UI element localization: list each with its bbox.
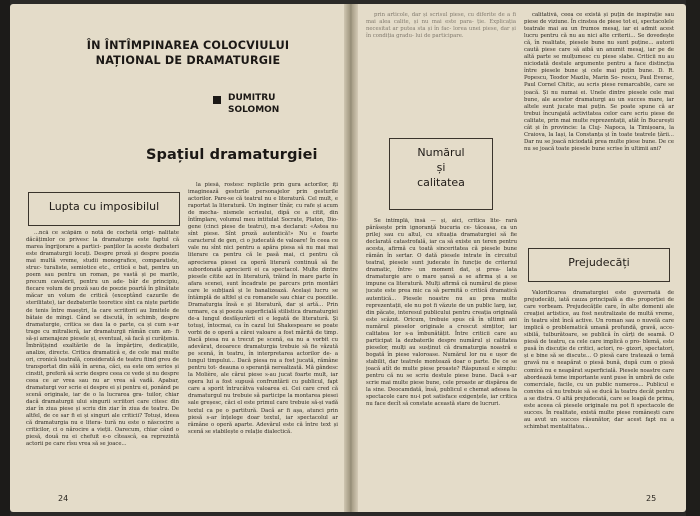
section-title-numarul-line2: și <box>436 161 446 174</box>
center-column-paragraph: la piesă, rostesc replicile prin gura actorilor, iți imaginează gesturile personajelor prin gesturile actorilor. Pare-se că teatrul nu e literatură. Cel mult, e raportat la literatură. Un inginer tînăr, cu rafe și acum de mecha- nismele scrisului, dipă ce a citit, din întîmplare, volumul meu intitulat Socrate, Platon, Dio- gene (cinci piese de teatru), m-a declarat: «Astea nu sînt piese. Sînt proză autentică!» Nu e foarte caracterul de gen, ci o judecată de valoare! În ceea ce vale nu sînt nici pentru a apăra piesa să nu mai mai literare ca pentru că le pasă mai, ci pentru că aprecierea piesei ca operă literară continuă să fie subordonată aprecierii ei ca spectacol. Multe dintre piesele citite azi în literatură, trăind în mare parte în afara scenei, sunt încadrate pe parcurs prin montări care le subțiază și le banalizează. Același lucru se întâmplă de altfel și cu romanele sau chiar cu poeziile. Dramaturgia însă e și literatură, dar și artă... Prin urmare, ca și poezia superficială stilistica dramaturgiei de-a lungul desfășurării ei e legată de literatură. Și totuși, întocmai, ca în cazul lui Shakespeare se poate vorbi de o operă a cărei valoare a fost mărită de timp. Dacă piesa nu a trecut pe scenă, ea nu a vorbit cu adevărat, deoarece dramaturgia trebuie să fie văzută pe scenă, în teatru, în interpretarea actorilor de- a lungul timpului... Dacă piesa nu a fost jucată, rămâne pentru tot- deauna o speranță nerealizată. Mă gândesc la Molière, ale cărui piese s-au jucat foarte mult, iar opera lui a fost supusă confruntării cu publicul, fapt care a sporit întrucâtva valoarea ei. Cei care cred că dramaturgul nu trebuie să participe la montarea piesei sale greșesc, căci el este primul care trebuie să-și vadă textul ca pe o partitură. Dacă ar fi așa, atunci prin piesă s-ar înțelege doar textul, iar spectacolul ar rămâne o operă aparte. Adevărul este că între text și scenă se stabilește o relație dialectică. <box>188 182 338 435</box>
book-edge-right <box>686 0 700 516</box>
right-col-a <box>366 218 517 504</box>
author-name <box>228 93 279 116</box>
center-text-column <box>188 182 338 504</box>
author-last-name: SOLOMON <box>228 104 280 115</box>
right-col-b-top-paragraph: calitativă, ceea ce există și puțin de inspirație sau piese de viziune. În cinstea de piese tot ei, spectacolele teatrale mai au un frumos mesaj, iar ei admit acest lucru pentru că nu au nici alte criterii... Se dovedește că, în realitate, piesele bune nu sunt puține... autorii caută piese care să aibă un anumit mesaj, iar pe de altă parte se mulțumesc cu piese slabe. Criticii nu au niciodată destule argumente pentru a face distincția între piesele bune și cele mai puțin bune. D. R. Popescu, Teodor Mazilu, Marin So- rescu, Paul Everac, Paul Cornel Chitic, au scris piese remarcabile, care se joacă. Și nu numai ei. Unele dintre piesele cele mai bune, ale acestor dramaturgi au un succes mare, iar altele sunt jucate mai puțin. Se poate spune că ar trebui încurajată activitatea celor care scriu piese de calitate, prin mai multe reprezentații, atât în București cât și în provincie: la Cluj- Napoca, la Timișoara, la Craiova, la Iași, la Constanța și în toate teatrele țării... Dar nu se joacă niciodată prea multe piese bune. De ce nu se joacă toate piesele bune scrise în ultimii ani? <box>524 12 674 152</box>
page-number-right: 25 <box>646 494 657 503</box>
right-col-b-top <box>524 12 674 238</box>
page-number-left: 24 <box>58 494 69 503</box>
right-col-a-top <box>366 12 516 52</box>
author-first-name: DUMITRU <box>228 93 276 103</box>
section-title-numarul-line1: Numărul <box>417 146 465 159</box>
section-title-prejudecati: Prejudecăți <box>568 256 630 269</box>
right-col-b-paragraph: Valorificarea dramaturgiei este guvernată de prejudecăți, iată cauza principală a dis- proporției de care vorbeam. Prejudecățile care, în alte domenii ale creației artistice, au fost neutralizate de multă vreme, în teatru sînt încă active. Un roman sau o nuvelă care implică o problematică umană profundă, gravă, acce- sibilă, tulburătoare, se publică în cărți de seamă. O piesă de teatru, ca cele care implică o pro- blemă, este pusă în discuție de critici, actori, re- gizori, spectatori, și e bine să se discute... O piesă care tratează o temă gravă nu e neapărat o piesă bună, după cum o piesă comică nu e neapărat superficială. Piesele noastre care abordează teme importante sunt puse în umbră de cele comerciale, facile, cu un public numeros... Publicul e convins că nu trebuie să se ducă la teatru decât pentru a se distra. O altă prejudecată, care se leagă de prima, este aceea că piesele originale nu pot fi spectacole de succes. În realitate, există multe piese românești care au avut un succes răsunător, dar acest fapt nu a schimbat mentalitatea... <box>524 290 674 430</box>
right-col-a-top-paragraph: prin articole, dar și scrisul piese, cu diferite de a fi mai alea calite, și nu mai este para- ție. Explicația necesitat ar putea sta și în fac- lorea unei piese, dar și în condiția gradu- lui de participare. <box>366 12 516 40</box>
right-col-a-paragraph: Se intîmplă, însă — și, aici, critica lite- rară părăsește prin ignoranță bucuria ce- tăceasa, ca un prilej sau cu altul, cu situația dramaturgiei să fie declarată catastrofală, iar ca să existe un teren pentru acesta, afirmă cu toată sinceritatea că piesele bune rămân în sertar. O dată piesele intrate în circuitul teatral, piesele sunt judecate în funcție de criteriul dramatic, între- un moment dat, și prea- lata dramaturgie are o mare șansă a se afirma și a se impune ca literatură. Mulți afirmă că numărul de piese jucate este prea mic ca să permită o critică dramatică autentică... Piesele noastre nu au prea multe reprezentații, ele nu pot fi văzute de un public larg, iar, din păcate, interesul publicului pentru creația originală este scăzut. Oricum, trebuie spus că în ultimii ani numărul pieselor originale a crescut simțitor, iar calitatea lor s-a îmbunătățit. Între criticii care au participat la dezbaterile despre numărul și calitatea pieselor, mulți au susținut că dramaturgia noastră e bogată în piese valoroase. Numărul lor nu e ușor de stabilit, dar teatrele montează doar o parte. De ce se joacă atît de multe piese proaste? Răspunsul e simplu: pentru că nu se scriu destule piese bune. Dacă s-ar scrie mai multe piese bune, cele proaste ar dispărea de la sine. Deocamdată, însă, publicul e chemat adesea la spectacole care nu-i pot satisface exigențele, iar critica nu face decît să constate această stare de lucruri. <box>366 218 517 408</box>
book-gutter <box>344 4 358 512</box>
section-title-numarul <box>389 145 493 190</box>
right-col-b <box>524 290 674 504</box>
author-marker-square <box>213 96 221 104</box>
left-column-paragraph: ...ncă ce scăpăm o notă de cochetă origi- nalitate dăcățimlor ce privesc la dramaturge este faptul că marea îngrijorare a partici- panților la aceste dezbateri este dramaturgii locuți. Despre proză și despre poezia mai multă vreme, studii monografice, comparatiste, struc- turaliste, semiotice etc., critică e bat, pentru un poem sau pentru un roman, pe vastă și pe marile, precum cavalerii, pentru un ade- băr de principiu, fiecare volum de proză sau de poezie poartă în plinătate măcar un volum de critică (exceptând cazurile de sterilitate), iar dezbaterile teoretice sînt ca niște partide de tenis între maeștri, la care scriitorii au limitele de bătaie de mingi. Când se discută, în schimb, despre dramaturgie, critica se dau la o parte, ca și cum s-ar trage cu mitralieră, iar dramaturgii rămân cum am- fi să-și amenajeze piesele și, eventual, să facă și curățenia. Îmbrățișind exaltările de la împărțire, dedicațiile, analize, directe. Critica dramatică e, de cele mai multe ori, cronică teatrală, considerată de teatru fiind greu de transportat din sălă în arena, căci, ea este om serios și cinstit, preferă să scrie despre ceea ce vede și nu despre ceea ce ar vrea sau nu ar vrea să vadă. Apabar, dramaturgi vor scrie ei despre ei și pentru ei, ponând pe scenă originale, iar de o la lucrarea gra- tuilor, chiar dacă dramaturgii ului singurii scriitori care citesc din ziar în ziua piese și scriu din ziar în ziua de teatru. De altfel, de ce sar fi ei și singuri ale criticii? Totuși, ideea că dramaturgia nu e litera- tură nu este o născocire a criticilor, ci o nărocire a vieții. Oarecum, chiar când o piesă, două nu ei chefuit e-o cîteascâ, ea reprezintă actorii pe care rîsu vrea să se joace... <box>26 230 179 448</box>
section-title-lupta: Lupta cu imposibilul <box>48 200 160 213</box>
section-title-numarul-line3: calitatea <box>417 176 465 189</box>
book-edge-left <box>0 0 10 516</box>
article-title: Spațiul dramaturgiei <box>146 147 318 163</box>
headline: ÎN ÎNTÎMPINAREA COLOCVIULUI NAȚIONAL DE DRAMATURGIE <box>86 39 290 67</box>
left-text-column <box>26 230 179 502</box>
